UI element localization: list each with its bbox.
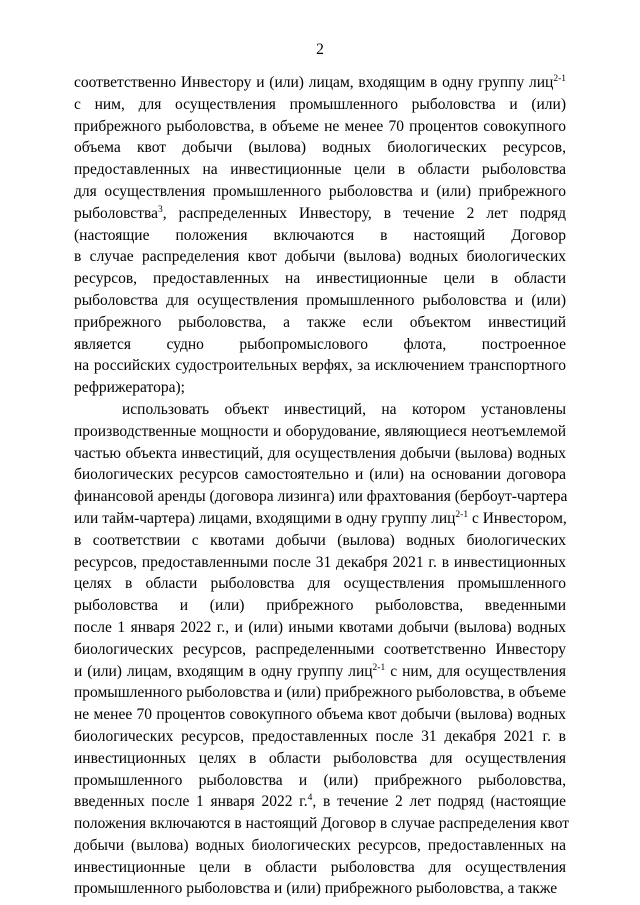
line-text: рефрижератора); (74, 379, 185, 397)
text-line (74, 116, 566, 138)
line-text-continued: с Инвестором, (468, 509, 567, 527)
text-line (74, 377, 566, 399)
line-text: и (или) лицам, входящим в одну группу лиц (74, 662, 373, 680)
line-text: или тайм-чартера) лицами, входящими в одну группу лиц (74, 509, 456, 527)
paragraph-2 (74, 399, 570, 900)
text-line (74, 312, 566, 334)
text-line (74, 203, 566, 225)
line-text-continued: , в течение 2 лет подряд (настоящие (312, 793, 566, 811)
line-text-continued: , распределенных Инвестору, в течение 2 лет подряд (162, 204, 566, 222)
line-text: финансовой аренды (договора лизинга) или фрахтования (бербоут-чартера (74, 488, 568, 506)
line-text: промышленного рыболовства и (или) прибрежного рыболовства, (74, 771, 566, 789)
line-text: инвестиционные цели в области рыболовства для осуществления (74, 858, 566, 876)
line-text: соответственно Инвестору и (или) лицам, входящим в одну группу лиц (74, 74, 554, 91)
line-text: после 1 января 2022 г., и (или) иными квотами добычи (вылова) водных (74, 618, 566, 636)
line-text: рыболовства и (или) прибрежного рыболовства, введенными (74, 597, 566, 615)
line-text: частью объекта инвестиций, для осуществления добычи (вылова) водных (74, 444, 566, 462)
line-text: рыболовства для осуществления промышленного рыболовства и (или) (74, 291, 566, 309)
line-text: использовать объект инвестиций, на котором установлены (122, 400, 566, 418)
line-text: промышленного рыболовства и (или) прибрежного рыболовства, в объеме (74, 684, 566, 702)
line-text: в случае распределения квот добычи (вылова) водных биологических (74, 248, 566, 266)
text-line (74, 181, 566, 203)
text-line (74, 595, 566, 617)
text-line (74, 878, 566, 900)
text-line (74, 508, 566, 530)
text-line (74, 225, 566, 247)
line-text: биологических ресурсов самостоятельно и (или) на основании договора (74, 466, 566, 484)
line-text: введенных после 1 января 2022 г. (74, 793, 308, 811)
text-line (74, 159, 566, 181)
page-number: 2 (316, 41, 324, 58)
text-line (74, 661, 566, 683)
line-text: является судно рыбопромыслового флота, построенное (74, 335, 566, 353)
text-line (74, 813, 570, 835)
text-line (74, 443, 566, 465)
text-line (74, 399, 566, 421)
text-line (74, 421, 566, 443)
text-line (74, 639, 566, 661)
line-text: промышленного рыболовства и (или) прибрежного рыболовства, а также (74, 880, 558, 898)
paragraph-1 (74, 72, 566, 399)
line-text: рыболовства (74, 204, 158, 222)
line-text: целях в области рыболовства для осуществления промышленного (74, 575, 566, 593)
text-line (74, 573, 566, 595)
text-line (74, 617, 566, 639)
text-line (74, 94, 566, 116)
line-text: с ним, для осуществления промышленного рыболовства и (или) (74, 95, 566, 113)
line-text: объема квот добычи (вылова) водных биологических ресурсов, (74, 139, 566, 157)
footnote-ref: 3 (157, 204, 163, 215)
line-text: прибрежного рыболовства, в объеме не менее 70 процентов совокупного (74, 117, 566, 135)
line-text: на российских судостроительных верфях, за исключением транспортного (74, 357, 566, 375)
text-line (74, 791, 566, 813)
text-line (74, 464, 566, 486)
footnote-ref: 2-1 (372, 662, 386, 673)
text-line (74, 355, 566, 377)
text-line (74, 748, 566, 770)
line-text: биологических ресурсов, распределенными соответственно Инвестору (74, 640, 566, 658)
text-line (74, 246, 566, 268)
line-text: производственные мощности и оборудование, являющиеся неотъемлемой (74, 422, 566, 440)
text-line (74, 486, 566, 508)
line-text-continued: с ним, для осуществления (385, 662, 566, 680)
text-line (74, 268, 566, 290)
text-line (74, 835, 566, 857)
line-text: прибрежного рыболовства, а также если объектом инвестиций (74, 313, 566, 331)
text-line (74, 334, 566, 356)
text-line (74, 726, 566, 748)
line-text: ресурсов, предоставленных на инвестиционные цели в области (74, 270, 566, 288)
line-text: ресурсов, предоставленными после 31 декабря 2021 г. в инвестиционных (74, 553, 566, 571)
line-text: инвестиционных целях в области рыболовства для осуществления (74, 749, 566, 767)
text-line (74, 290, 566, 312)
line-text: не менее 70 процентов совокупного объема квот добычи (вылова) водных (74, 706, 566, 724)
footnote-ref: 2-1 (455, 509, 469, 520)
footnote-ref: 2-1 (553, 74, 566, 84)
text-line (74, 137, 566, 159)
line-text: (настоящие положения включаются в настоящий Договор (74, 226, 566, 244)
line-text: предоставленных на инвестиционные цели в области рыболовства (74, 161, 566, 179)
text-line (74, 704, 566, 726)
document-body (74, 72, 570, 900)
text-line (74, 857, 566, 879)
line-text: в соответствии с квотами добычи (вылова) водных биологических (74, 531, 566, 549)
line-text: для осуществления промышленного рыболовства и (или) прибрежного (74, 182, 566, 200)
footnote-ref: 4 (307, 793, 313, 804)
line-text: биологических ресурсов, предоставленных после 31 декабря 2021 г. в (74, 727, 566, 745)
text-line (74, 530, 566, 552)
text-line (74, 552, 566, 574)
line-text: положения включаются в настоящий Договор в случае распределения квот (74, 815, 570, 833)
text-line (74, 682, 566, 704)
line-text: добычи (вылова) водных биологических ресурсов, предоставленных на (74, 836, 566, 854)
text-line (74, 72, 566, 94)
text-line (74, 770, 566, 792)
